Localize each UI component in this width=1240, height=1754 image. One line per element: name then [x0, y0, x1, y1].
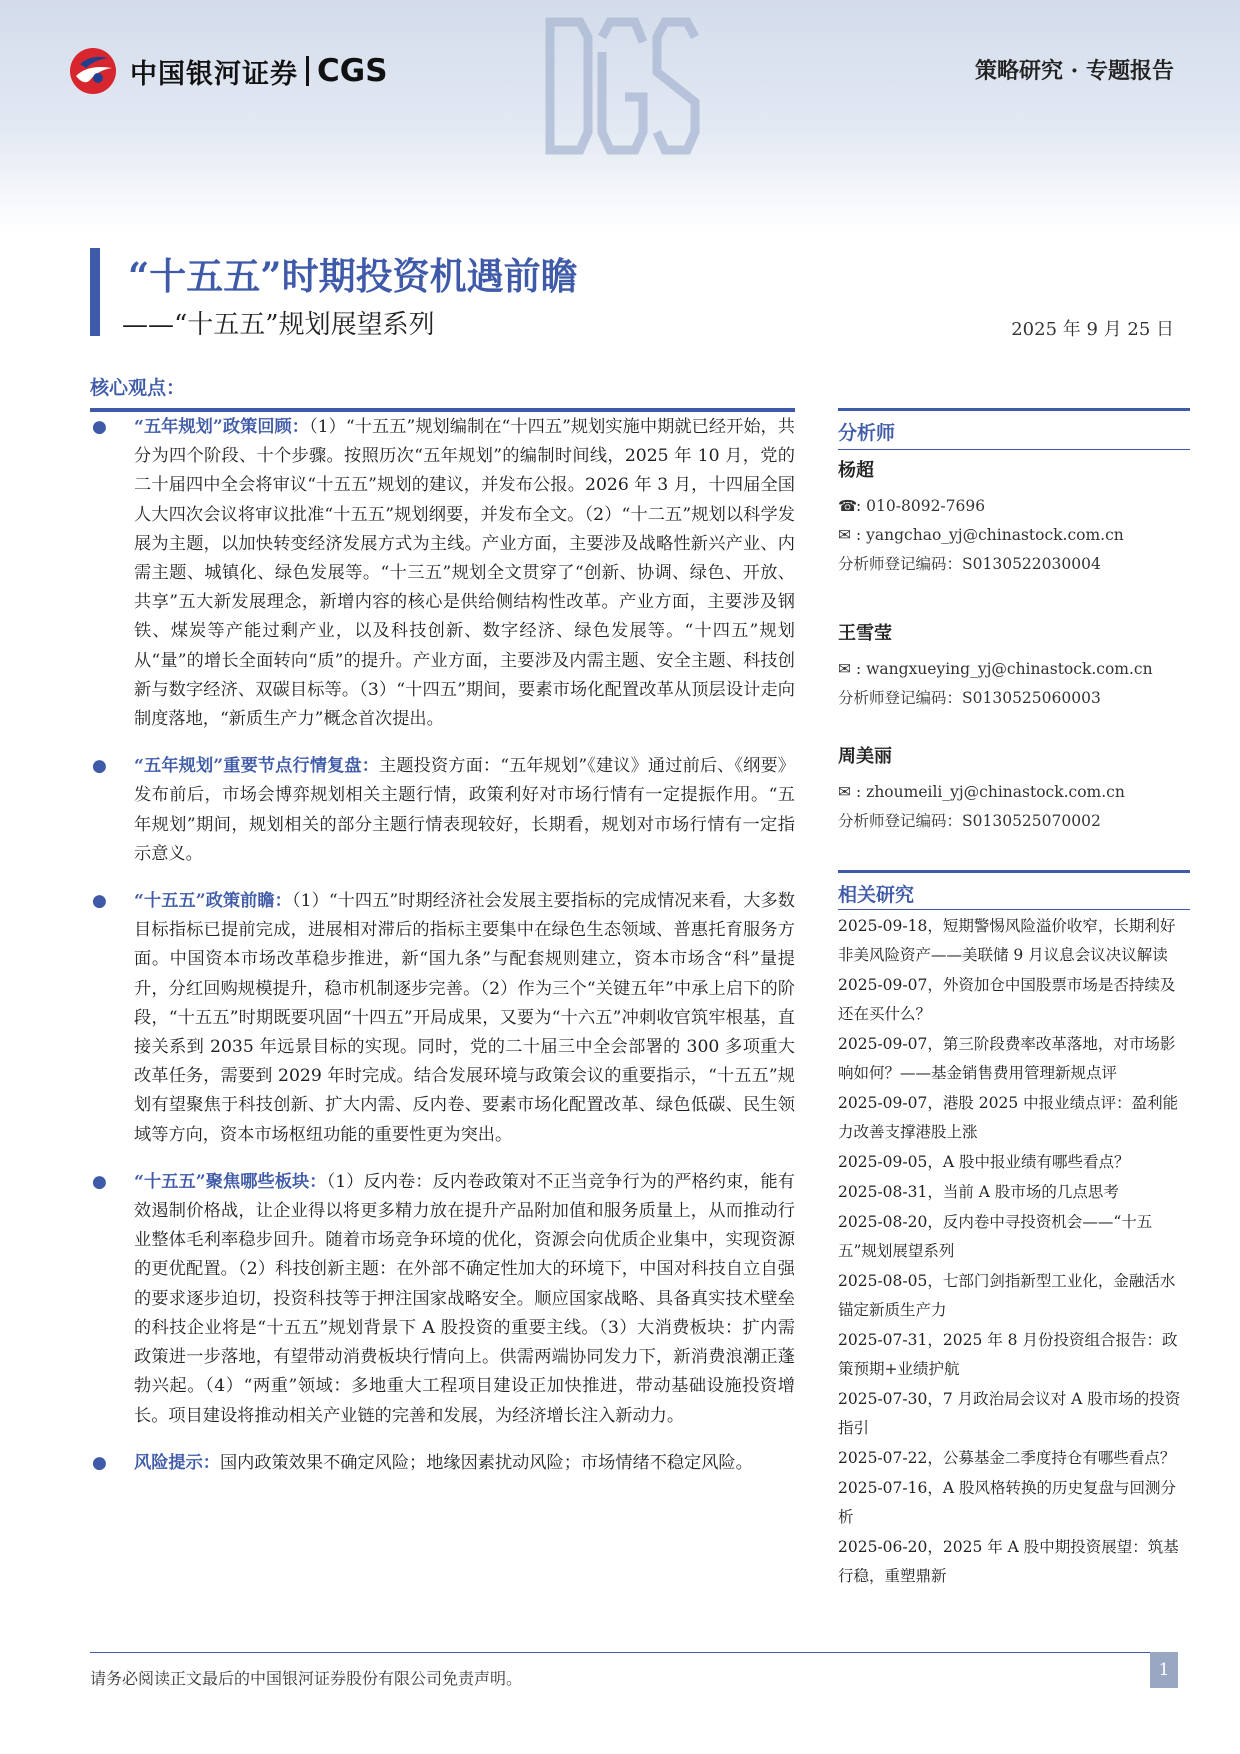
related-research-item[interactable]: 2025-06-20，2025 年 A 股中期投资展望：筑基行稳，重塑鼎新	[838, 1538, 1179, 1585]
core-view-heading: 风险提示：	[134, 1452, 220, 1473]
analyst-heading: 分析师	[838, 422, 896, 444]
bullet-dot-icon: ●	[92, 1452, 107, 1473]
analyst-name: 杨超	[838, 460, 874, 481]
core-view-item	[90, 1449, 795, 1478]
core-view-item	[90, 887, 795, 1150]
core-views-rule	[90, 408, 795, 412]
analyst-heading-rule	[838, 449, 1190, 450]
email-value[interactable]: yangchao_yj@chinastock.com.cn	[866, 526, 1124, 544]
related-top-rule	[838, 870, 1190, 873]
related-research-item[interactable]: 2025-09-05，A 股中报业绩有哪些看点？	[838, 1153, 1130, 1171]
core-view-heading: “五年规划”重要节点行情复盘：	[134, 756, 380, 777]
core-view-text: （1）反内卷：反内卷政策对不正当竞争行为的严格约束，能有效遏制价格战，让企业得以将更多精力放在提升产品附加值和服务质量上，从而推动行业整体毛利率稳步回升。随着市场竞争环境的优化，资源会向优质企业集中，实现资源的更优配置。（2）科技创新主题：在外部不确定性加大的环境下，中国对科技自立自强的要求逐步迫切，投资科技等于押注国家战略安全。顺应国家战略、具备真实技术壁垒的科技企业将是“十五五”规划背景下 A 股投资的重要主线。（3）大消费板块：扩内需政策进一步落地，有望带动消费板块行情向上。供需两端协同发力下，新消费浪潮正蓬勃兴起。（4）“两重”领域：多地重大工程项目建设正加快推进，带动基础设施投资增长。项目建设将推动相关产业链的完善和发展，为经济增长注入新动力。	[134, 1171, 795, 1426]
company-logo	[68, 46, 388, 96]
email-value[interactable]: zhoumeili_yj@chinastock.com.cn	[866, 783, 1125, 801]
bullet-dot-icon: ●	[92, 1171, 107, 1192]
mail-icon: ✉	[838, 783, 851, 801]
related-research-item[interactable]: 2025-08-20，反内卷中寻投资机会——“十五五”规划展望系列	[838, 1213, 1153, 1260]
related-research-item[interactable]: 2025-09-07，外资加仓中国股票市场是否持续及还在买什么？	[838, 976, 1176, 1023]
email-value[interactable]: wangxueying_yj@chinastock.com.cn	[866, 660, 1153, 678]
core-view-item	[90, 1168, 795, 1431]
analyst-registration: 分析师登记编码：S0130522030004	[838, 555, 1101, 573]
related-research-item[interactable]: 2025-07-22，公募基金二季度持仓有哪些看点？	[838, 1449, 1176, 1467]
analyst-name: 王雪莹	[838, 623, 892, 644]
title-accent-bar	[90, 248, 100, 336]
related-research-item[interactable]: 2025-07-16，A 股风格转换的历史复盘与回测分析	[838, 1479, 1176, 1526]
bullet-dot-icon: ●	[92, 417, 107, 437]
related-research-item[interactable]: 2025-09-07，第三阶段费率改革落地，对市场影响如何？——基金销售费用管理新规点评	[838, 1035, 1176, 1082]
core-view-heading: “十五五”聚焦哪些板块：	[134, 1171, 327, 1192]
footer-rule	[90, 1652, 1178, 1653]
core-view-heading: “十五五”政策前瞻：	[134, 891, 292, 912]
company-name: 中国银河证券	[130, 58, 298, 90]
analyst-email: ✉ : zhoumeili_yj@chinastock.com.cn	[838, 778, 1190, 807]
related-research-list	[838, 912, 1190, 1592]
analyst-top-rule	[838, 408, 1190, 411]
analyst-phone: ☎: 010-8092-7696	[838, 492, 1190, 521]
core-views-list	[90, 413, 795, 1496]
bullet-dot-icon: ●	[92, 756, 107, 777]
related-research-item[interactable]: 2025-07-31，2025 年 8 月份投资组合报告：政策预期+业绩护航	[838, 1331, 1178, 1378]
core-view-text: 国内政策效果不确定风险；地缘因素扰动风险；市场情绪不稳定风险。	[219, 1452, 753, 1473]
core-view-text: （1）“十五五”规划编制在“十四五”规划实施中期就已经开始，共分为四个阶段、十个步骤。按照历次“五年规划”的编制时间线，2025 年 10 月，党的二十届四中全会将审议“十五五”规划的建议，并发布公报。2026 年 3 月，十四届全国人大四次会议将审议批准“十五五”规划纲要，并发布全文。（2）“十二五”规划以科学发展为主题，以加快转变经济发展方式为主线。产业方面，主要涉及战略性新兴产业、内需主题、城镇化、绿色发展等。“十三五”规划全文贯穿了“创新、协调、绿色、开放、共享”五大新发展理念，新增内容的核心是供给侧结构性改革。产业方面，主要涉及钢铁、煤炭等产能过剩产业，以及科技创新、数字经济、绿色发展等。“十四五”规划从“量”的增长全面转向“质”的提升。产业方面，主要涉及内需主题、安全主题、科技创新与数字经济、双碳目标等。（3）“十四五”期间，要素市场化配置改革从顶层设计走向制度落地，“新质生产力”概念首次提出。	[134, 417, 795, 730]
analyst-card	[838, 619, 1190, 713]
core-view-item	[90, 752, 795, 869]
mail-icon: ✉	[838, 526, 851, 544]
related-research-item[interactable]: 2025-09-07，港股 2025 中报业绩点评：盈利能力改善支撑港股上涨	[838, 1094, 1179, 1141]
related-heading: 相关研究	[838, 884, 915, 906]
core-view-text: 主题投资方面：“五年规划”《建议》通过前后、《纲要》发布前后，市场会博弈规划相关主题行情，政策利好对市场行情有一定提振作用。“五年规划”期间，规划相关的部分主题行情表现较好，长期看，规划对市场行情有一定指示意义。	[134, 756, 795, 864]
logo-divider	[306, 56, 309, 86]
related-research-item[interactable]: 2025-07-30，7 月政治局会议对 A 股市场的投资指引	[838, 1390, 1181, 1437]
analyst-card	[838, 742, 1190, 836]
core-view-heading: “五年规划”政策回顾：	[134, 417, 310, 437]
related-research-item[interactable]: 2025-09-18，短期警惕风险溢价收窄，长期利好非美风险资产——美联储 9 月议息会议决议解读	[838, 917, 1176, 964]
mail-icon: ✉	[838, 660, 851, 678]
related-research-item[interactable]: 2025-08-31，当前 A 股市场的几点思考	[838, 1183, 1119, 1201]
report-date: 2025 年 9 月 25 日	[1011, 319, 1174, 340]
bullet-dot-icon: ●	[92, 891, 107, 912]
analyst-email: ✉ : wangxueying_yj@chinastock.com.cn	[838, 655, 1190, 684]
related-research-item[interactable]: 2025-08-05，七部门剑指新型工业化，金融活水锚定新质生产力	[838, 1272, 1176, 1319]
analyst-email: ✉ : yangchao_yj@chinastock.com.cn	[838, 521, 1190, 550]
report-type: 策略研究 · 专题报告	[975, 58, 1174, 84]
phone-value: 010-8092-7696	[866, 497, 986, 515]
core-view-text: （1）“十四五”时期经济社会发展主要指标的完成情况来看，大多数目标指标已提前完成，进展相对滞后的指标主要集中在绿色生态领域、普惠托育服务方面。中国资本市场改革稳步推进，新“国九条”与配套规则建立，资本市场含“科”量提升，分红回购规模提升，稳市机制逐步完善。（2）作为三个“关键五年”中承上启下的阶段，“十五五”时期既要巩固“十四五”开局成果，又要为“十六五”冲刺收官筑牢根基，直接关系到 2035 年远景目标的实现。同时，党的二十届三中全会部署的 300 多项重大改革任务，需要到 2029 年时完成。结合发展环境与政策会议的重要指示，“十五五”规划有望聚焦于科技创新、扩大内需、反内卷、要素市场化配置改革、绿色低碳、民生领域等方向，资本市场枢纽功能的重要性更为突出。	[134, 891, 795, 1145]
logo-mark-icon	[68, 46, 118, 96]
cgs-watermark	[540, 12, 705, 162]
core-views-heading: 核心观点：	[90, 377, 186, 399]
phone-icon: ☎	[838, 497, 858, 515]
core-view-item	[90, 413, 795, 734]
analyst-registration: 分析师登记编码：S0130525070002	[838, 812, 1101, 830]
analyst-card	[838, 456, 1190, 579]
analyst-name: 周美丽	[838, 746, 892, 767]
footer-disclaimer: 请务必阅读正文最后的中国银河证券股份有限公司免责声明。	[90, 1669, 523, 1688]
related-heading-rule	[838, 909, 1190, 910]
report-subtitle: ——“十五五”规划展望系列	[122, 310, 435, 340]
report-title: “十五五”时期投资机遇前瞻	[128, 254, 578, 298]
analyst-registration: 分析师登记编码：S0130525060003	[838, 689, 1101, 707]
page-number: 1	[1150, 1652, 1178, 1688]
company-abbr: CGS	[317, 53, 388, 89]
